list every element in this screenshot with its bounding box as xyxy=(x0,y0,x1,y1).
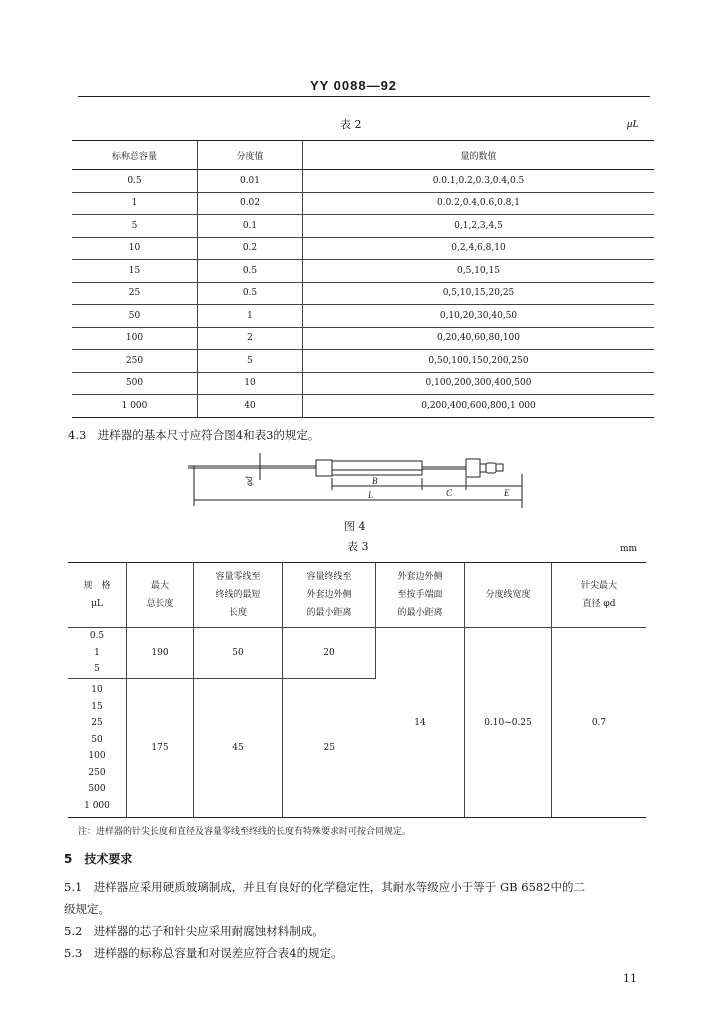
table-cell: 0,100,200,300,400,500 xyxy=(303,372,655,395)
table-cell: 100 xyxy=(72,327,198,350)
spec-value: 10 xyxy=(91,685,103,695)
table-header-row xyxy=(68,563,646,628)
table-cell: 0.2 xyxy=(198,237,303,260)
table-cell: 0.0.2,0.4,0.6,0.8,1 xyxy=(303,192,655,215)
table-cell: 50 xyxy=(72,305,198,328)
table-row xyxy=(72,327,654,350)
table-cell: 40 xyxy=(198,395,303,418)
table-row xyxy=(68,628,646,679)
plunger-tip xyxy=(496,464,503,471)
table2 xyxy=(72,140,654,418)
section-5-3: 5.3 进样器的标称总容量和对误差应符合表4的规定。 xyxy=(64,946,343,960)
table3 xyxy=(68,562,646,818)
table-header-cell: 容量零线至 终线的最短 长度 xyxy=(194,563,283,628)
table-cell: 10 xyxy=(72,237,198,260)
spec-value: 5 xyxy=(94,664,100,675)
table-header-cell: 最大 总长度 xyxy=(127,563,194,628)
section-5-title: 5 技术要求 xyxy=(64,852,133,866)
table2-caption: 表 2 xyxy=(340,118,362,131)
table-row xyxy=(72,282,654,305)
table-cell: 1 000 xyxy=(72,395,198,418)
table-cell: 0.10~0.25 xyxy=(465,628,552,818)
label-L: L xyxy=(368,490,374,500)
table-header-row xyxy=(72,141,654,170)
table3-note: 注：进样器的针尖长度和直径及容量零线至终线的长度有特殊要求时可按合同规定。 xyxy=(78,827,412,837)
table-row xyxy=(72,395,654,418)
section-5-1 xyxy=(64,876,664,920)
spec-cell xyxy=(68,628,127,679)
table-row xyxy=(72,350,654,373)
plunger-flange xyxy=(466,459,480,477)
spec-cell xyxy=(68,679,127,818)
table-cell: 1 xyxy=(198,305,303,328)
table-cell: 250 xyxy=(72,350,198,373)
table-cell: 0,200,400,600,800,1 000 xyxy=(303,395,655,418)
section-5-1-line: 级规定。 xyxy=(64,902,110,916)
table-row xyxy=(72,372,654,395)
spec-value: 1 xyxy=(94,647,100,658)
table-row xyxy=(72,305,654,328)
table-cell: 25 xyxy=(72,282,198,305)
spec-value: 100 xyxy=(88,751,106,761)
table-cell: 0,10,20,30,40,50 xyxy=(303,305,655,328)
table-header-cell: 外套边外侧 至按手端面 的最小距离 xyxy=(376,563,465,628)
spec-value: 15 xyxy=(91,701,103,712)
table-cell: 500 xyxy=(72,372,198,395)
table-row xyxy=(72,215,654,238)
table-header-cell: 分度值 xyxy=(198,141,303,170)
table-cell: 0,20,40,60,80,100 xyxy=(303,327,655,350)
table-cell: 0,5,10,15 xyxy=(303,260,655,283)
table-cell: 1 xyxy=(72,192,198,215)
section-4-3: 4.3 进样器的基本尺寸应符合图4和表3的规定。 xyxy=(68,428,320,442)
label-d: φd xyxy=(244,476,254,486)
table-cell: 0.5 xyxy=(72,170,198,193)
table-row xyxy=(72,192,654,215)
table-cell: 0.02 xyxy=(198,192,303,215)
table-cell: 15 xyxy=(72,260,198,283)
table-header-cell: 分度线宽度 xyxy=(465,563,552,628)
table-cell: 20 xyxy=(283,628,376,679)
table-cell: 0,5,10,15,20,25 xyxy=(303,282,655,305)
table-cell: 5 xyxy=(72,215,198,238)
syringe-nose xyxy=(316,460,332,476)
document-header: YY 0088—92 xyxy=(309,78,398,93)
table-cell: 14 xyxy=(376,628,465,818)
spec-value: 0.5 xyxy=(89,631,105,642)
plunger-button xyxy=(480,464,486,472)
table-cell: 175 xyxy=(127,679,194,818)
table-cell: 45 xyxy=(194,679,283,818)
table-cell: 0.5 xyxy=(198,282,303,305)
spec-value: 250 xyxy=(88,767,106,778)
table-header-cell: 量的数值 xyxy=(303,141,655,170)
table-row xyxy=(72,170,654,193)
table-cell: 0.01 xyxy=(198,170,303,193)
table-cell: 2 xyxy=(198,327,303,350)
label-B: B xyxy=(372,476,378,486)
table-cell: 0,1,2,3,4,5 xyxy=(303,215,655,238)
table-cell: 25 xyxy=(283,679,376,818)
table-cell: 0.1 xyxy=(198,215,303,238)
figure4-caption: 图 4 xyxy=(344,520,366,533)
table-cell: 190 xyxy=(127,628,194,679)
syringe-barrel xyxy=(332,461,422,475)
plunger-knob xyxy=(486,463,496,473)
label-C: C xyxy=(446,488,453,498)
table-header-cell: 容量终线至 外套边外侧 的最小距离 xyxy=(283,563,376,628)
table-cell: 10 xyxy=(198,372,303,395)
figure4-syringe-drawing xyxy=(188,450,533,512)
label-E: E xyxy=(504,488,510,498)
table-cell: 5 xyxy=(198,350,303,373)
table-row xyxy=(72,260,654,283)
section-5-1-line: 5.1 进样器应采用硬质玻璃制成，并且有良好的化学稳定性，其耐水等级应小于等于 GB 6582中的二 xyxy=(64,880,585,894)
table2-unit: μL xyxy=(627,118,639,130)
section-5-2: 5.2 进样器的芯子和针尖应采用耐腐蚀材料制成。 xyxy=(64,924,324,938)
table-cell: 0,2,4,6,8,10 xyxy=(303,237,655,260)
table3-caption: 表 3 xyxy=(347,540,369,553)
table-cell: 0,50,100,150,200,250 xyxy=(303,350,655,373)
table-header-cell: 规 格 μL xyxy=(68,563,127,628)
table-header-cell: 标称总容量 xyxy=(72,141,198,170)
spec-value: 50 xyxy=(91,734,103,745)
spec-value: 500 xyxy=(88,784,106,794)
spec-value: 25 xyxy=(91,718,103,728)
table-cell: 0.5 xyxy=(198,260,303,283)
header-rule xyxy=(78,96,650,97)
spec-value: 1 000 xyxy=(84,800,110,811)
table-header-cell: 针尖最大 直径 φd xyxy=(552,563,647,628)
table-cell: 0.0.1,0.2,0.3,0.4,0.5 xyxy=(303,170,655,193)
table-cell: 50 xyxy=(194,628,283,679)
table3-unit: mm xyxy=(620,544,638,554)
table-row xyxy=(72,237,654,260)
table-cell: 0.7 xyxy=(552,628,647,818)
page-number: 11 xyxy=(623,972,637,985)
table2-body xyxy=(72,170,654,418)
